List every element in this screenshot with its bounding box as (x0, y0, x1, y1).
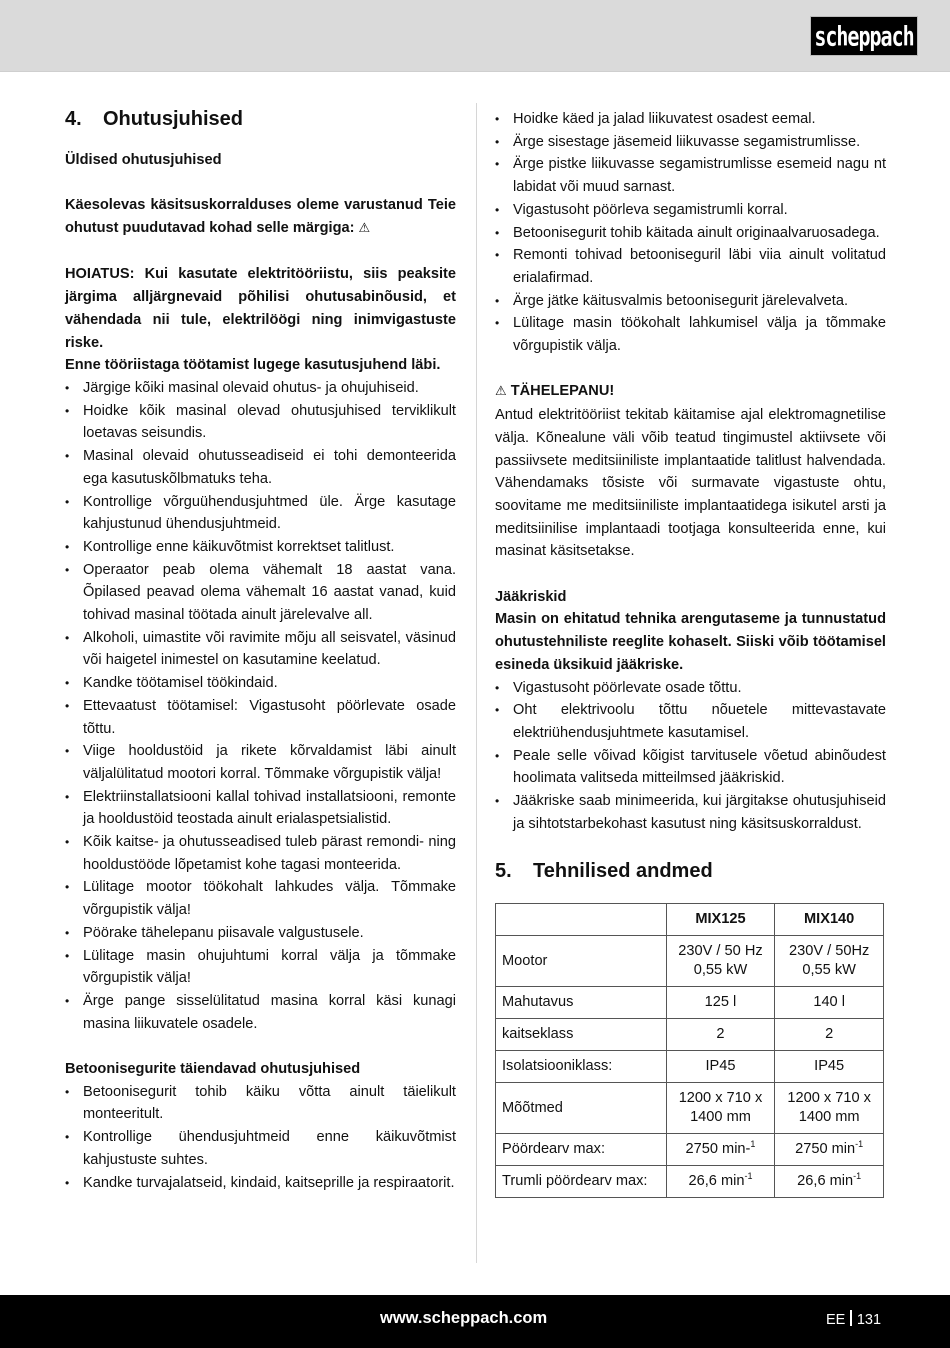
list-item: • Alkoholi, uimastite või ravimite mõju all seisvatel, väsinud või haigetel inimestel on kasutamine keelatud. (65, 627, 456, 672)
cell-value: 26,6 min (797, 1173, 854, 1190)
attention-paragraph: Antud elektritööriist tekitab käitamise ajal elektromagnetilise välja. Kõnealune väli võib teatud tingimustel aktiivsete või passiivsete meditsiiniliste implantaatide talitlust halvendada. Vähendamaks tõsiste või surmavate vigastuste ohtu, soovitame me meditsiiniliste implantaatidega isikutel arsti ja meditsiinilise implantaadi tootjaga konsulteerida enne, kui masinat käsitsetakse. (495, 407, 886, 560)
language-code: EE (826, 1312, 846, 1328)
row-label: Mahutavus (496, 987, 667, 1019)
row-label: kaitseklass (496, 1019, 667, 1051)
row-label: Mootor (496, 936, 667, 987)
list-item: • Kandke töötamisel töökindaid. (65, 672, 456, 695)
residual-risks-heading: Jääkriskid (495, 588, 567, 605)
list-item: • Ettevaatust töötamisel: Vigastusoht pöörlevate osade tõttu. (65, 695, 456, 740)
cell-line: 1400 mm (798, 1109, 860, 1126)
table-row (496, 1083, 884, 1134)
cell-superscript: -1 (853, 1171, 862, 1182)
table-cell: 140 l (775, 987, 884, 1019)
page-number: 131 (856, 1312, 882, 1328)
cell-value: 2750 min (795, 1141, 856, 1158)
table-cell: 2 (666, 1019, 775, 1051)
table-cell (775, 1083, 884, 1134)
table-cell (666, 1134, 775, 1166)
warning-triangle-icon: ⚠ (358, 221, 371, 237)
table-header-cell: MIX125 (666, 904, 775, 936)
section-title: Ohutusjuhised (103, 108, 243, 130)
list-item: • Masinal olevaid ohutusseadiseid ei tohi demonteerida ega kasutuskõlbmatuks teha. (65, 445, 456, 490)
row-label: Pöördearv max: (496, 1134, 667, 1166)
page-indicator (826, 1310, 881, 1328)
table-row (496, 1134, 884, 1166)
list-item: • Lülitage masin ohujuhtumi korral välja ja tõmmake võrgupistik välja! (65, 945, 456, 990)
intro-text: Käesolevas käsitsuskorralduses oleme varustanud Teie ohutust puudutavad kohad selle märgiga: (65, 197, 456, 237)
row-label: Mõõtmed (496, 1083, 667, 1134)
cell-line: 230V / 50 Hz (678, 943, 763, 960)
list-item: • Ärge jätke käitusvalmis betoonisegurit järelevalveta. (495, 290, 886, 313)
list-item: • Hoidke kõik masinal olevad ohutusjuhised terviklikult loetavas seisundis. (65, 400, 456, 445)
list-item: • Operaator peab olema vähemalt 18 aastat vana. Õpilased peavad olema vähemalt 16 aastat vanad, kuid tohivad masinal töötada ainult järelevalve all. (65, 559, 456, 627)
list-item: • Peale selle võivad kõigist tarvitusele võetud abinõudest hoolimata valitseda mitteilmsed jääkriskid. (495, 745, 886, 790)
list-item: • Kandke turvajalatseid, kindaid, kaitseprille ja respiraatorit. (65, 1172, 456, 1195)
logo-text: scheppach (814, 19, 914, 53)
table-cell: 2 (775, 1019, 884, 1051)
list-item: • Ärge pistke liikuvasse segamistrumlisse esemeid nagu nt labidat või muud sarnast. (495, 153, 886, 198)
general-safety-heading: Üldised ohutusjuhised (65, 152, 222, 168)
table-row (496, 987, 884, 1019)
list-item: • Oht elektrivoolu tõttu nõuetele mittevastavate elektriühendusjuhtmete kasutamisel. (495, 699, 886, 744)
table-cell: 125 l (666, 987, 775, 1019)
cell-line: 0,55 kW (802, 962, 856, 979)
cell-superscript: -1 (855, 1139, 864, 1150)
list-item: • Järgige kõiki masinal olevaid ohutus- ja ohujuhiseid. (65, 377, 456, 400)
mixer-safety-heading: Betoonisegurite täiendavad ohutusjuhised (65, 1061, 361, 1078)
row-label: Trumli pöördearv max: (496, 1166, 667, 1198)
table-cell (775, 1134, 884, 1166)
attention-heading (495, 380, 886, 404)
list-item: • Hoidke käed ja jalad liikuvatest osadest eemal. (495, 108, 886, 131)
right-column (495, 108, 886, 1198)
section-number: 4. (65, 108, 82, 130)
cell-line: 0,55 kW (693, 962, 748, 979)
section-5-heading (495, 857, 886, 885)
list-item: • Kontrollige võrguühendusjuhtmed üle. Ärge kasutage kahjustunud ühendusjuhtmeid. (65, 491, 456, 536)
list-item: • Ärge sisestage jäsemeid liikuvasse segamistrumlisse. (495, 131, 886, 154)
list-item: • Viige hooldustöid ja rikete kõrvaldamist läbi ainult väljalülitatud mootori korral. Tõmmake võrgupistik välja! (65, 740, 456, 785)
list-item: • Vigastusoht pöörleva segamistrumli korral. (495, 199, 886, 222)
table-cell (666, 1166, 775, 1198)
cell-superscript: -1 (744, 1171, 753, 1182)
table-header-cell (496, 904, 667, 936)
general-safety-list (65, 377, 456, 1035)
table-row (496, 1166, 884, 1198)
table-cell (775, 936, 884, 987)
cell-value: 2750 min- (685, 1141, 751, 1158)
list-item: • Kõik kaitse- ja ohutusseadised tuleb pärast remondi- ning hooldustööde lõpetamist kohe tagasi monteerida. (65, 831, 456, 876)
residual-risks-intro: Masin on ehitatud tehnika arengutaseme ja tunnustatud ohutustehniliste reeglite kohaselt. Siiski võib töötamisel esineda üksikuid jääkriske. (495, 611, 886, 673)
table-cell (666, 936, 775, 987)
list-item: • Jääkriske saab minimeerida, kui järgitakse ohutusjuhiseid ja sihtotstarbekohast kasutust ning käsitsuskorraldust. (495, 790, 886, 835)
page-header-band (0, 0, 950, 72)
list-item: • Lülitage mootor töökohalt lahkudes välja. Tõmmake võrgupistik välja! (65, 876, 456, 921)
list-item: • Kontrollige ühendusjuhtmeid enne käikuvõtmist kahjustuste suhtes. (65, 1126, 456, 1171)
left-column (65, 103, 456, 1194)
cell-line: 230V / 50Hz (788, 943, 870, 960)
cell-line: 1200 x 710 x (787, 1090, 871, 1107)
table-row (496, 1051, 884, 1083)
separator (850, 1310, 852, 1326)
mixer-safety-list-left (65, 1081, 456, 1195)
list-item: • Lülitage masin töökohalt lahkumisel välja ja tõmmake võrgupistik välja. (495, 312, 886, 357)
table-header-row (496, 904, 884, 936)
row-label: Isolatsiooniklass: (496, 1051, 667, 1083)
scheppach-logo (810, 16, 918, 56)
intro-paragraph (65, 194, 456, 240)
cell-superscript: 1 (750, 1139, 756, 1150)
warning-triangle-icon: ⚠ (495, 384, 507, 400)
technical-data-table (495, 903, 884, 1198)
mixer-safety-list-right (495, 108, 886, 358)
list-item: • Betoonisegurit tohib käitada ainult originaalvaruosadega. (495, 222, 886, 245)
list-item: • Vigastusoht pöörlevate osade tõttu. (495, 677, 886, 700)
list-item: • Ärge pange sisselülitatud masina korral käsi kunagi masina liikuvatele osadele. (65, 990, 456, 1035)
page-footer (0, 1295, 950, 1348)
cell-value: 26,6 min (688, 1173, 745, 1190)
list-item: • Betoonisegurit tohib käiku võtta ainult täielikult monteeritult. (65, 1081, 456, 1126)
section-title: Tehnilised andmed (533, 860, 713, 883)
website-link[interactable]: www.scheppach.com (380, 1309, 548, 1327)
attention-heading-text: TÄHELEPANU! (510, 383, 615, 400)
list-item: • Elektriinstallatsiooni kallal tohivad installatsiooni, remonte ja hooldustöid teostada ainult erialaspetsialistid. (65, 786, 456, 831)
column-divider (476, 103, 477, 1263)
list-item: • Kontrollige enne käikuvõtmist korrektset talitlust. (65, 536, 456, 559)
table-row (496, 1019, 884, 1051)
cell-line: 1200 x 710 x (678, 1090, 763, 1107)
table-cell (775, 1166, 884, 1198)
table-header-cell: MIX140 (775, 904, 884, 936)
list-item: • Remonti tohivad betooniseguril läbi viia ainult volitatud erialafirmad. (495, 244, 886, 289)
table-cell: IP45 (775, 1051, 884, 1083)
read-manual-paragraph: Enne tööriistaga töötamist lugege kasutusjuhend läbi. (65, 357, 441, 374)
table-cell: IP45 (666, 1051, 775, 1083)
residual-risks-list (495, 677, 886, 836)
cell-line: 1400 mm (690, 1109, 751, 1126)
section-number: 5. (495, 860, 512, 883)
table-row (496, 936, 884, 987)
section-4-heading (65, 105, 456, 133)
list-item: • Pöörake tähelepanu piisavale valgustusele. (65, 922, 456, 945)
table-cell (666, 1083, 775, 1134)
hoiatus-paragraph: HOIATUS: Kui kasutate elektritööriistu, siis peaksite järgima alljärgnevaid põhilisi ohutusabinõusid, et vähendada nii tule, elektrilöögi ning inimvigastuste riske. (65, 266, 456, 351)
